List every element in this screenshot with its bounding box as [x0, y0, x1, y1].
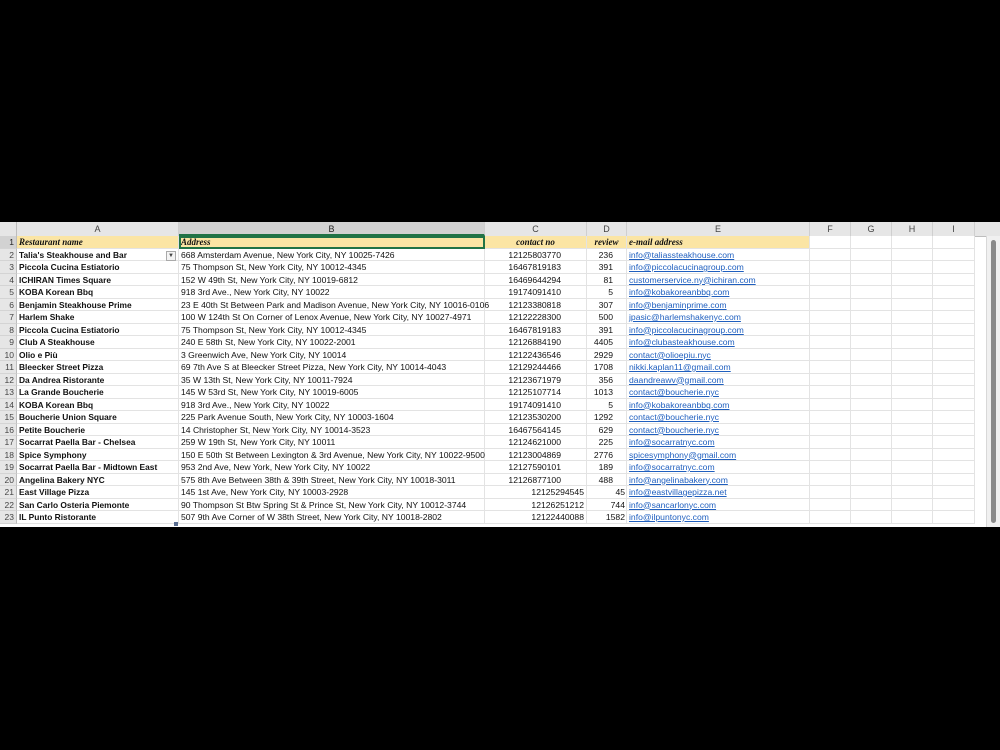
review-cell[interactable]: 391: [587, 324, 627, 337]
address-cell[interactable]: 23 E 40th St Between Park and Madison Avenue, New York City, NY 10016-0106: [181, 299, 490, 310]
email-link[interactable]: info@benjaminprime.com: [627, 299, 810, 312]
empty-cell[interactable]: [851, 336, 892, 349]
empty-cell[interactable]: [933, 361, 975, 374]
address-cell[interactable]: 918 3rd Ave., New York City, NY 10022: [179, 286, 485, 299]
empty-cell[interactable]: [810, 474, 851, 487]
table-row: [0, 436, 1000, 449]
empty-cell[interactable]: [892, 286, 933, 299]
row-number[interactable]: 10: [0, 349, 17, 362]
address-cell[interactable]: 75 Thompson St, New York City, NY 10012-4345: [179, 261, 485, 274]
contact-no-cell[interactable]: 12123380818: [485, 299, 587, 312]
email-link[interactable]: daandreawv@gmail.com: [627, 374, 810, 387]
empty-cell[interactable]: [933, 399, 975, 412]
empty-cell[interactable]: [892, 311, 933, 324]
review-cell[interactable]: 1708: [587, 361, 627, 374]
email-link[interactable]: info@socarratnyc.com: [627, 461, 810, 474]
table-row: [0, 411, 1000, 424]
review-cell[interactable]: 1013: [587, 386, 627, 399]
contact-no-cell[interactable]: 16469644294: [485, 274, 587, 287]
empty-cell[interactable]: [851, 311, 892, 324]
row-number[interactable]: 5: [0, 286, 17, 299]
contact-no-cell[interactable]: 12123671979: [485, 374, 587, 387]
review-cell[interactable]: 2776: [587, 449, 627, 462]
table-row: [0, 424, 1000, 437]
table-row: [0, 324, 1000, 337]
row-number[interactable]: 17: [0, 436, 17, 449]
header-email-address[interactable]: e-mail address: [627, 236, 810, 249]
restaurant-name-cell[interactable]: Club A Steakhouse: [17, 336, 179, 349]
restaurant-name-cell[interactable]: Socarrat Paella Bar - Midtown East: [17, 461, 179, 474]
review-cell[interactable]: 5: [587, 399, 627, 412]
empty-cell[interactable]: [810, 436, 851, 449]
column-header-d[interactable]: D: [587, 222, 627, 236]
review-cell[interactable]: 1292: [587, 411, 627, 424]
empty-cell[interactable]: [892, 274, 933, 287]
column-header-e[interactable]: E: [627, 222, 810, 236]
restaurant-name-cell[interactable]: Piccola Cucina Estiatorio: [17, 261, 179, 274]
review-cell[interactable]: 81: [587, 274, 627, 287]
restaurant-name-cell[interactable]: Harlem Shake: [17, 311, 179, 324]
restaurant-name-cell[interactable]: IL Punto Ristorante: [17, 511, 179, 524]
empty-cell[interactable]: [851, 399, 892, 412]
empty-cell[interactable]: [933, 499, 975, 512]
empty-cell[interactable]: [810, 249, 851, 262]
empty-cell[interactable]: [851, 299, 892, 312]
address-cell[interactable]: 918 3rd Ave., New York City, NY 10022: [179, 399, 485, 412]
empty-cell[interactable]: [933, 374, 975, 387]
empty-cell[interactable]: [933, 311, 975, 324]
empty-cell[interactable]: [851, 374, 892, 387]
empty-cell[interactable]: [892, 449, 933, 462]
empty-cell[interactable]: [892, 399, 933, 412]
review-cell[interactable]: 391: [587, 261, 627, 274]
row-number[interactable]: 18: [0, 449, 17, 462]
empty-cell[interactable]: [810, 336, 851, 349]
contact-no-cell[interactable]: 12126877100: [485, 474, 587, 487]
restaurant-name-cell[interactable]: Bleecker Street Pizza: [17, 361, 179, 374]
email-link[interactable]: customerservice.ny@ichiran.com: [627, 274, 810, 287]
row-number[interactable]: 6: [0, 299, 17, 312]
review-cell[interactable]: 488: [587, 474, 627, 487]
column-header-g[interactable]: G: [851, 222, 892, 236]
empty-cell[interactable]: [851, 286, 892, 299]
address-cell[interactable]: 668 Amsterdam Avenue, New York City, NY 10025-7426: [179, 249, 485, 262]
empty-cell[interactable]: [892, 336, 933, 349]
contact-no-cell[interactable]: 16467819183: [485, 324, 587, 337]
email-link[interactable]: contact@olioepiu.nyc: [627, 349, 810, 362]
empty-cell[interactable]: [892, 261, 933, 274]
empty-cell[interactable]: [851, 511, 892, 524]
restaurant-name-cell[interactable]: Socarrat Paella Bar - Chelsea: [17, 436, 179, 449]
empty-cell[interactable]: [810, 299, 851, 312]
empty-cell[interactable]: [851, 261, 892, 274]
empty-cell[interactable]: [933, 286, 975, 299]
empty-cell[interactable]: [851, 499, 892, 512]
contact-no-cell[interactable]: 12126251212: [485, 499, 587, 512]
review-cell[interactable]: 189: [587, 461, 627, 474]
empty-cell[interactable]: [892, 436, 933, 449]
empty-cell[interactable]: [851, 474, 892, 487]
table-row: [0, 374, 1000, 387]
empty-cell[interactable]: [851, 236, 892, 249]
review-cell[interactable]: 5: [587, 286, 627, 299]
contact-no-cell[interactable]: 12124621000: [485, 436, 587, 449]
email-link[interactable]: spicesymphony@gmail.com: [627, 449, 810, 462]
empty-cell[interactable]: [851, 386, 892, 399]
restaurant-name-cell[interactable]: KOBA Korean Bbq: [17, 286, 179, 299]
column-header-f[interactable]: F: [810, 222, 851, 236]
empty-cell[interactable]: [933, 424, 975, 437]
review-cell[interactable]: 4405: [587, 336, 627, 349]
empty-cell[interactable]: [892, 324, 933, 337]
row-number[interactable]: 21: [0, 486, 17, 499]
address-cell[interactable]: 259 W 19th St, New York City, NY 10011: [179, 436, 485, 449]
restaurant-name-cell[interactable]: Benjamin Steakhouse Prime: [17, 299, 179, 312]
empty-cell[interactable]: [892, 411, 933, 424]
row-number[interactable]: 3: [0, 261, 17, 274]
row-number[interactable]: 13: [0, 386, 17, 399]
header-review[interactable]: review: [587, 236, 627, 249]
empty-cell[interactable]: [851, 449, 892, 462]
table-row: [0, 486, 1000, 499]
email-link[interactable]: info@taliassteakhouse.com: [627, 249, 810, 262]
restaurant-name-cell[interactable]: Da Andrea Ristorante: [17, 374, 179, 387]
email-link[interactable]: info@piccolacucinagroup.com: [627, 324, 810, 337]
header-restaurant-name[interactable]: Restaurant name: [17, 236, 179, 249]
empty-cell[interactable]: [851, 349, 892, 362]
contact-no-cell[interactable]: 12123004869: [485, 449, 587, 462]
empty-cell[interactable]: [851, 436, 892, 449]
contact-no-cell[interactable]: 12129244466: [485, 361, 587, 374]
address-cell[interactable]: 3 Greenwich Ave, New York City, NY 10014: [179, 349, 485, 362]
table-row: [0, 499, 1000, 512]
table-row: [0, 249, 1000, 262]
empty-cell[interactable]: [933, 336, 975, 349]
restaurant-name-cell[interactable]: Angelina Bakery NYC: [17, 474, 179, 487]
empty-cell[interactable]: [933, 436, 975, 449]
table-row: [0, 349, 1000, 362]
column-header-h[interactable]: H: [892, 222, 933, 236]
empty-cell[interactable]: [810, 274, 851, 287]
empty-cell[interactable]: [933, 324, 975, 337]
row-number[interactable]: 16: [0, 424, 17, 437]
empty-cell[interactable]: [851, 249, 892, 262]
row-number[interactable]: 14: [0, 399, 17, 412]
spreadsheet[interactable]: [0, 222, 1000, 527]
restaurant-name-cell[interactable]: Talia's Steakhouse and Bar: [17, 249, 179, 262]
table-row: [0, 261, 1000, 274]
empty-cell[interactable]: [810, 461, 851, 474]
empty-cell[interactable]: [810, 386, 851, 399]
column-header-bar: [0, 222, 1000, 237]
contact-no-cell[interactable]: 19174091410: [485, 399, 587, 412]
empty-cell[interactable]: [851, 361, 892, 374]
scrollbar-thumb[interactable]: [991, 240, 996, 523]
row-number[interactable]: 12: [0, 374, 17, 387]
address-cell[interactable]: 14 Christopher St, New York City, NY 10014-3523: [179, 424, 485, 437]
email-link[interactable]: contact@boucherie.nyc: [627, 386, 810, 399]
empty-cell[interactable]: [892, 511, 933, 524]
empty-cell[interactable]: [933, 249, 975, 262]
empty-cell[interactable]: [851, 461, 892, 474]
empty-cell[interactable]: [892, 236, 933, 249]
restaurant-name-cell[interactable]: KOBA Korean Bbq: [17, 399, 179, 412]
header-address-active-cell[interactable]: Address: [179, 236, 485, 249]
email-link[interactable]: info@socarratnyc.com: [627, 436, 810, 449]
restaurant-name-cell[interactable]: Piccola Cucina Estiatorio: [17, 324, 179, 337]
empty-cell[interactable]: [933, 449, 975, 462]
table-row: [0, 361, 1000, 374]
empty-cell[interactable]: [892, 474, 933, 487]
email-link[interactable]: info@kobakoreanbbq.com: [627, 286, 810, 299]
column-header-i[interactable]: I: [933, 222, 975, 236]
column-header-a[interactable]: A: [17, 222, 179, 236]
empty-cell[interactable]: [810, 374, 851, 387]
email-link[interactable]: info@piccolacucinagroup.com: [627, 261, 810, 274]
table-row: [0, 336, 1000, 349]
empty-cell[interactable]: [810, 236, 851, 249]
empty-cell[interactable]: [892, 349, 933, 362]
contact-no-cell[interactable]: 16467564145: [485, 424, 587, 437]
review-cell[interactable]: 1582: [587, 511, 627, 524]
address-cell[interactable]: 507 9th Ave Corner of W 38th Street, New York City, NY 10018-2802: [179, 511, 485, 524]
empty-cell[interactable]: [810, 311, 851, 324]
empty-cell[interactable]: [892, 486, 933, 499]
empty-cell[interactable]: [810, 411, 851, 424]
review-cell[interactable]: 744: [587, 499, 627, 512]
header-table-row: [0, 236, 1000, 249]
review-cell[interactable]: 307: [587, 299, 627, 312]
restaurant-name-cell[interactable]: San Carlo Osteria Piemonte: [17, 499, 179, 512]
empty-cell[interactable]: [933, 486, 975, 499]
empty-cell[interactable]: [892, 299, 933, 312]
row-number[interactable]: 2: [0, 249, 17, 262]
empty-cell[interactable]: [851, 324, 892, 337]
review-cell[interactable]: 225: [587, 436, 627, 449]
address-cell[interactable]: 240 E 58th St, New York City, NY 10022-2001: [179, 336, 485, 349]
restaurant-name-cell[interactable]: Boucherie Union Square: [17, 411, 179, 424]
chevron-down-icon[interactable]: ▼: [166, 251, 176, 261]
row-number[interactable]: 11: [0, 361, 17, 374]
restaurant-name-cell[interactable]: East Village Pizza: [17, 486, 179, 499]
contact-no-cell[interactable]: 12122228300: [485, 311, 587, 324]
empty-cell[interactable]: [933, 274, 975, 287]
address-cell[interactable]: 35 W 13th St, New York City, NY 10011-7924: [179, 374, 485, 387]
email-link[interactable]: contact@boucherie.nyc: [627, 411, 810, 424]
empty-cell[interactable]: [892, 361, 933, 374]
contact-no-cell[interactable]: 12123530200: [485, 411, 587, 424]
email-link[interactable]: info@clubasteakhouse.com: [627, 336, 810, 349]
empty-cell[interactable]: [810, 486, 851, 499]
address-cell[interactable]: 69 7th Ave S at Bleecker Street Pizza, New York City, NY 10014-4043: [179, 361, 485, 374]
contact-no-cell[interactable]: 19174091410: [485, 286, 587, 299]
empty-cell[interactable]: [933, 511, 975, 524]
empty-cell[interactable]: [851, 411, 892, 424]
row-number[interactable]: 19: [0, 461, 17, 474]
empty-cell[interactable]: [933, 236, 975, 249]
empty-cell[interactable]: [933, 349, 975, 362]
address-cell[interactable]: 152 W 49th St, New York City, NY 10019-6812: [179, 274, 485, 287]
row-number[interactable]: 1: [0, 236, 17, 249]
table-row: [0, 286, 1000, 299]
restaurant-name-cell[interactable]: ICHIRAN Times Square: [17, 274, 179, 287]
address-cell[interactable]: 145 1st Ave, New York City, NY 10003-2928: [179, 486, 485, 499]
address-cell[interactable]: 90 Thompson St Btw Spring St & Prince St, New York City, NY 10012-3744: [179, 499, 485, 512]
address-cell[interactable]: 953 2nd Ave, New York, New York City, NY 10022: [179, 461, 485, 474]
contact-no-cell[interactable]: 12122436546: [485, 349, 587, 362]
empty-cell[interactable]: [892, 461, 933, 474]
email-link[interactable]: info@kobakoreanbbq.com: [627, 399, 810, 412]
empty-cell[interactable]: [851, 486, 892, 499]
restaurant-name-cell[interactable]: Olio e Più: [17, 349, 179, 362]
row-number[interactable]: 23: [0, 511, 17, 524]
contact-no-cell[interactable]: 12126884190: [485, 336, 587, 349]
empty-cell[interactable]: [933, 299, 975, 312]
table-row: [0, 461, 1000, 474]
address-cell[interactable]: 75 Thompson St, New York City, NY 10012-4345: [179, 324, 485, 337]
column-header-b[interactable]: B: [179, 222, 485, 236]
address-cell[interactable]: 225 Park Avenue South, New York City, NY 10003-1604: [179, 411, 485, 424]
row-number[interactable]: 4: [0, 274, 17, 287]
restaurant-name-cell[interactable]: La Grande Boucherie: [17, 386, 179, 399]
empty-cell[interactable]: [810, 361, 851, 374]
empty-cell[interactable]: [810, 324, 851, 337]
empty-cell[interactable]: [810, 349, 851, 362]
contact-no-cell[interactable]: 16467819183: [485, 261, 587, 274]
address-cell[interactable]: 100 W 124th St On Corner of Lenox Avenue, New York City, NY 10027-4971: [179, 311, 485, 324]
review-cell[interactable]: 236: [587, 249, 627, 262]
empty-cell[interactable]: [933, 474, 975, 487]
contact-no-cell[interactable]: 12122440088: [485, 511, 587, 524]
email-link[interactable]: info@eastvillagepizza.net: [627, 486, 810, 499]
email-link[interactable]: nikki.kaplan11@gmail.com: [627, 361, 810, 374]
empty-cell[interactable]: [810, 449, 851, 462]
empty-cell[interactable]: [851, 424, 892, 437]
empty-cell[interactable]: [892, 374, 933, 387]
fill-handle[interactable]: [174, 522, 178, 526]
restaurant-name-cell[interactable]: Petite Boucherie: [17, 424, 179, 437]
table-row: [0, 299, 1000, 312]
empty-cell[interactable]: [933, 261, 975, 274]
table-row: [0, 274, 1000, 287]
table-row: [0, 511, 1000, 524]
empty-cell[interactable]: [810, 511, 851, 524]
row-number[interactable]: 7: [0, 311, 17, 324]
contact-no-cell[interactable]: 12125107714: [485, 386, 587, 399]
empty-cell[interactable]: [892, 499, 933, 512]
table-row: [0, 399, 1000, 412]
email-link[interactable]: info@angelinabakery.com: [627, 474, 810, 487]
address-cell[interactable]: 575 8th Ave Between 38th & 39th Street, New York City, NY 10018-3011: [179, 474, 485, 487]
row-number[interactable]: 8: [0, 324, 17, 337]
email-link[interactable]: jpasic@harlemshakenyc.com: [627, 311, 810, 324]
restaurant-name-cell[interactable]: Spice Symphony: [17, 449, 179, 462]
empty-cell[interactable]: [810, 286, 851, 299]
review-cell[interactable]: 629: [587, 424, 627, 437]
row-number[interactable]: 9: [0, 336, 17, 349]
select-all-corner[interactable]: [0, 222, 17, 236]
row-number[interactable]: 20: [0, 474, 17, 487]
column-header-c[interactable]: C: [485, 222, 587, 236]
contact-no-cell[interactable]: 12125803770: [485, 249, 587, 262]
empty-cell[interactable]: [810, 399, 851, 412]
empty-cell[interactable]: [892, 424, 933, 437]
empty-cell[interactable]: [892, 249, 933, 262]
header-contact-no[interactable]: contact no: [485, 236, 587, 249]
vertical-scrollbar[interactable]: [986, 236, 1000, 527]
table-row: [0, 386, 1000, 399]
address-cell[interactable]: 150 E 50th St Between Lexington & 3rd Avenue, New York City, NY 10022-9500: [181, 449, 485, 460]
table-row: [0, 449, 1000, 462]
empty-cell[interactable]: [851, 274, 892, 287]
table-row: [0, 311, 1000, 324]
row-number[interactable]: 22: [0, 499, 17, 512]
review-cell[interactable]: 45: [587, 486, 627, 499]
empty-cell[interactable]: [810, 499, 851, 512]
empty-cell[interactable]: [892, 386, 933, 399]
empty-cell[interactable]: [933, 461, 975, 474]
empty-cell[interactable]: [810, 424, 851, 437]
contact-no-cell[interactable]: 12127590101: [485, 461, 587, 474]
table-row: [0, 474, 1000, 487]
review-cell[interactable]: 500: [587, 311, 627, 324]
empty-cell[interactable]: [810, 261, 851, 274]
email-link[interactable]: info@sancarlonyc.com: [627, 499, 810, 512]
empty-cell[interactable]: [933, 386, 975, 399]
empty-cell[interactable]: [933, 411, 975, 424]
address-cell[interactable]: 145 W 53rd St, New York City, NY 10019-6005: [179, 386, 485, 399]
email-link[interactable]: contact@boucherie.nyc: [627, 424, 810, 437]
email-link[interactable]: info@ilpuntonyc.com: [627, 511, 810, 524]
review-cell[interactable]: 356: [587, 374, 627, 387]
row-number[interactable]: 15: [0, 411, 17, 424]
contact-no-cell[interactable]: 12125294545: [485, 486, 587, 499]
review-cell[interactable]: 2929: [587, 349, 627, 362]
